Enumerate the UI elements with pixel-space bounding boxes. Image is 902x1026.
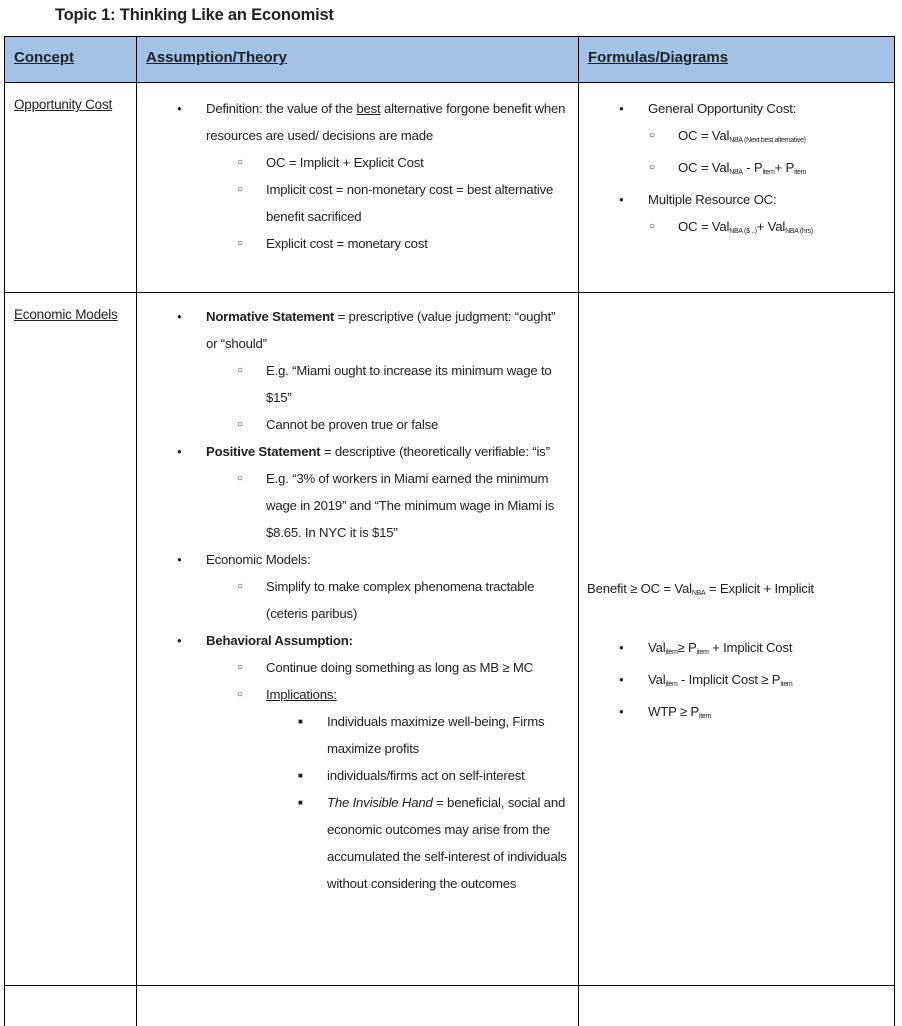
list-item: ○ E.g. “3% of workers in Miami earned the minimum wage in 2019” and “The minimum wage in Miami is $8.65. In NYC it is $15” [137, 465, 568, 546]
formulas-cell [579, 293, 895, 986]
list-item: ○ Implicit cost = non-monetary cost = best alternative benefit sacrificed [137, 176, 568, 230]
concept-economic-models: Economic Models [5, 293, 136, 322]
list-item: ○ Continue doing something as long as MB ≥ MC [137, 654, 568, 681]
formula-item: ○ OC = $Val_{NBA} - P_{item}+ P_{item}$ [579, 154, 894, 186]
list-item: ■ Individuals maximize well-being, Firms maximize profits [137, 708, 568, 762]
concept-opportunity-cost: Opportunity Cost [5, 83, 136, 112]
list-item: ○ Simplify to make complex phenomena tractable (ceteris paribus) [137, 573, 568, 627]
formula-item: ○ OC = Val$_{NBA (\$ ..)}$+ Val$_{NBA (hrs)}$ [579, 213, 894, 245]
list-item: ○ OC = Implicit + Explicit Cost [137, 149, 568, 176]
list-item: ■ individuals/firms act on self-interest [137, 762, 568, 789]
topic-table [4, 36, 895, 1026]
formula-item: ○ OC = Val$_{NBA (Next best alternative)}$ [579, 122, 894, 154]
list-item: ○ Explicit cost = monetary cost [137, 230, 568, 257]
formulas-cell [579, 986, 895, 1026]
formula-item: ● Val$_{item}$ - Implicit Cost ≥ $P_{item}$ [579, 666, 894, 698]
list-item: ○ Cannot be proven true or false [137, 411, 568, 438]
list-item: ○ E.g. “Miami ought to increase its minimum wage to $15” [137, 357, 568, 411]
assumption-cell [137, 293, 579, 986]
definition-item: ● Definition: the value of the best alternative forgone benefit when resources are used/ decisions are made [137, 95, 568, 149]
header-concept: Concept [5, 37, 137, 83]
concept-cell [5, 293, 137, 986]
table-row [5, 293, 895, 986]
header-assumption: Assumption/Theory [137, 37, 579, 83]
assumption-cell [137, 83, 579, 293]
concept-cell [5, 83, 137, 293]
assumption-cell [137, 986, 579, 1026]
formulas-cell [579, 83, 895, 293]
table-row [5, 986, 895, 1026]
concept-cell [5, 986, 137, 1026]
header-row [5, 37, 895, 83]
models-item: ● Economic Models: [137, 546, 568, 573]
header-formulas: Formulas/Diagrams [579, 37, 895, 83]
benefit-formula: Benefit ≥ OC = Val$_{NBA}$ = Explicit + Implicit [579, 293, 894, 607]
formula-item: ● $Val_{item}\ge P_{item}$ + Implicit Cost [579, 634, 894, 666]
positive-item: ● Positive Statement = descriptive (theoretically verifiable: “is” [137, 438, 568, 465]
formula-item: ● WTP ≥ $P_{item}$ [579, 698, 894, 730]
page-title: Topic 1: Thinking Like an Economist [55, 6, 334, 25]
implications-item: ○ Implications: [137, 681, 568, 708]
normative-item: ● Normative Statement = prescriptive (value judgment: “ought” or “should” [137, 303, 568, 357]
multiple-oc-item: ● Multiple Resource OC: [579, 186, 894, 213]
invisible-hand-item: ■ The Invisible Hand = beneficial, social and economic outcomes may arise from the accumulated the self-interest of individuals without considering the outcomes [137, 789, 568, 897]
general-oc-item: ● General Opportunity Cost: [579, 95, 894, 122]
table-row [5, 83, 895, 293]
behavioral-item: ● Behavioral Assumption: [137, 627, 568, 654]
